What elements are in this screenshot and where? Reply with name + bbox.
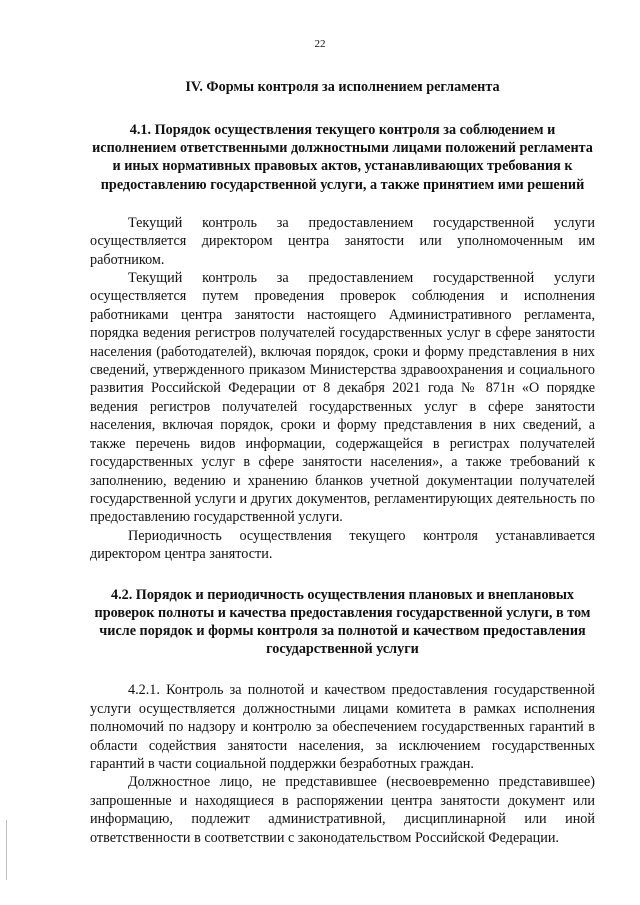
section-4-2-paragraph: Должностное лицо, не представившее (несвоевременно представившее) запрошенные и находящиеся в распоряжении центра занятости документ или информацию, подлежит административной, дисциплинарной или иной ответственности в соответствии с законодательством Российской Федерации. [90, 774, 595, 846]
section-4-1-paragraph: Текущий контроль за предоставлением государственной услуги осуществляется директором центра занятости или уполномоченным им работником. [90, 214, 595, 268]
section-4-1-title: 4.1. Порядок осуществления текущего контроля за соблюдением и исполнением ответственными должностными лицами положений регламента и иных нормативных правовых актов, устанавливающих требования к предоставлению государственной услуги, а также принятием ими решений [92, 122, 593, 193]
scan-edge-mark [6, 820, 7, 880]
chapter-title: IV. Формы контроля за исполнением регламента [185, 79, 500, 95]
section-4-2-paragraph: 4.2.1. Контроль за полнотой и качеством предоставления государственной услуги осуществляется должностными лицами комитета в рамках исполнения полномочий по надзору и контролю за обеспечением государственных гарантий в области содействия занятости населения, за исключением государственных гарантий в части социальной поддержки безработных граждан. [90, 682, 595, 772]
section-4-1-paragraph: Периодичность осуществления текущего контроля устанавливается директором центра занятости. [90, 527, 595, 563]
section-4-2-title: 4.2. Порядок и периодичность осуществления плановых и внеплановых проверок полноты и качества предоставления государственной услуги, в том числе порядок и формы контроля за полнотой и качеством предоставления государственной услуги [94, 586, 591, 658]
document-body [90, 78, 595, 847]
section-4-1-paragraph: Текущий контроль за предоставлением государственной услуги осуществляется путем проведения проверок соблюдения и исполнения работниками центра занятости настоящего Административного регламента, порядка ведения регистров получателей государственных услуг в сфере занятости населения (работодателей), включая порядок, сроки и форму представления в них сведений, утвержденного приказом Министерства здравоохранения и социального развития Российской Федерации от 8 декабря 2021 года № 871н «О порядке ведения регистров получателей государственных услуг в сфере занятости населения, включая порядок, сроки и форму представления в них сведений, а также перечень видов информации, содержащейся в регистрах получателей государственных услуг в сфере занятости населения», а также требований к заполнению, ведению и хранению бланков учетной документации получателей государственной услуги и других документов, регламентирующих деятельность по предоставлению государственной услуги. [90, 270, 595, 526]
page-number: 22 [314, 38, 326, 50]
